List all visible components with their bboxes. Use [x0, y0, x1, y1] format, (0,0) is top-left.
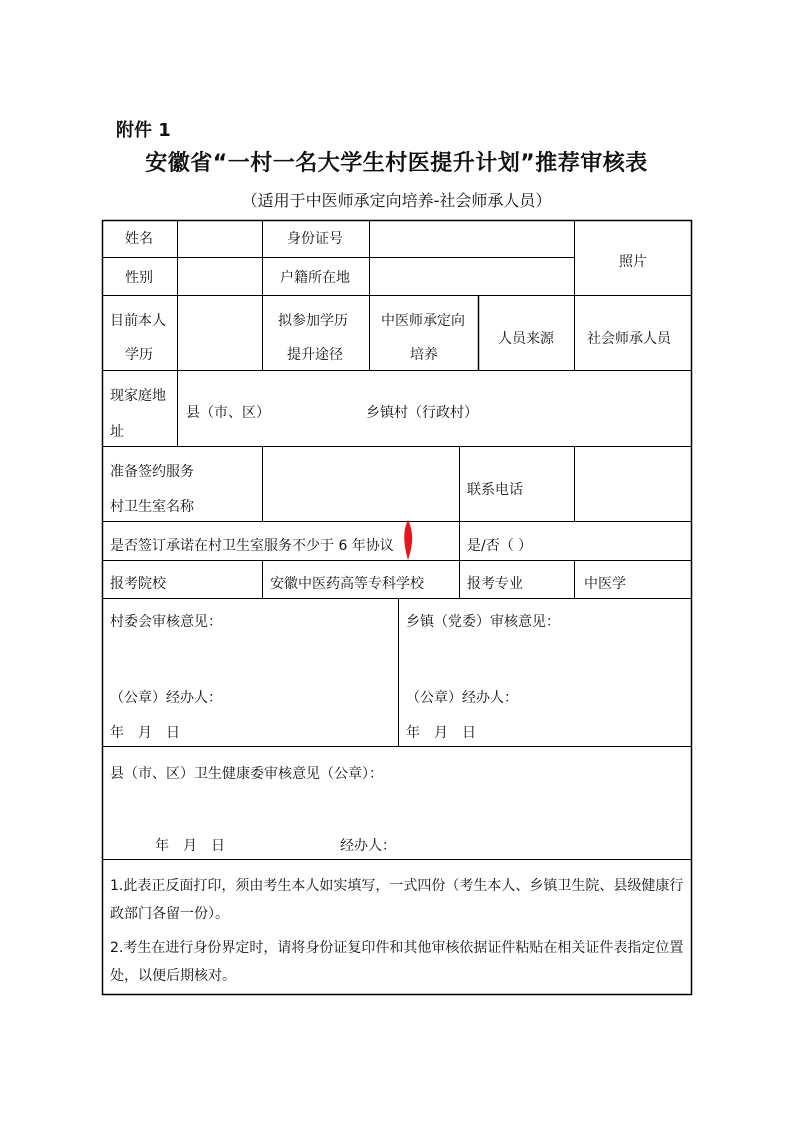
school-value: 安徽中医药高等专科学校: [270, 576, 424, 592]
phone-label: 联系电话: [467, 482, 523, 498]
gender-label: 性别: [125, 270, 153, 286]
source-value: 社会师承人员: [587, 331, 671, 347]
upgrade-path-label-line2: 提升途径: [287, 347, 343, 363]
form-title: 安徽省“一村一名大学生村医提升计划”推荐审核表: [145, 151, 648, 176]
agreement-answer: 是/否（ ）: [467, 538, 533, 554]
upgrade-path-label-line1: 拟参加学历: [278, 313, 348, 329]
hukou-label: 户籍所在地: [280, 270, 350, 286]
education-label-line1: 目前本人: [110, 313, 166, 329]
id-number-label: 身份证号: [287, 231, 343, 247]
address-label-line1: 现家庭地: [110, 388, 166, 404]
photo-label: 照片: [619, 254, 647, 270]
town-review-title: 乡镇（党委）审核意见：: [406, 614, 560, 630]
village-seal-handler: （公章）经办人：: [110, 690, 222, 706]
town-date: 年 月 日: [406, 725, 476, 741]
school-label: 报考院校: [110, 576, 166, 592]
form-subtitle: （适用于中医师承定向培养-社会师承人员）: [241, 191, 552, 210]
tcm-label-line1: 中医师承定向: [381, 313, 465, 329]
county-review-title: 县（市、区）卫生健康委审核意见（公章）：: [110, 766, 383, 782]
name-label: 姓名: [125, 231, 153, 247]
county-handler: 经办人：: [340, 838, 396, 854]
agreement-question: 是否签订承诺在村卫生室服务不少于 6 年协议: [110, 538, 394, 554]
county-date: 年 月 日: [155, 838, 225, 854]
major-value: 中医学: [584, 576, 626, 592]
source-label: 人员来源: [498, 331, 554, 347]
note-2: 2.考生在进行身份界定时，请将身份证复印件和其他审核依据证件粘贴在相关证件表指定位置处，以便后期核对。: [110, 940, 684, 984]
town-seal-handler: （公章）经办人：: [406, 690, 518, 706]
red-flag-marker: [401, 520, 415, 560]
note-1: 1.此表正反面打印，须由考生本人如实填写，一式四份（考生本人、乡镇卫生院、县级健康行政部门各留一份）。: [110, 878, 684, 922]
clinic-label-line1: 准备签约服务: [110, 464, 194, 480]
clinic-label-line2: 村卫生室名称: [110, 499, 194, 515]
address-county-text: 县（市、区）: [186, 405, 270, 421]
village-review-title: 村委会审核意见：: [110, 614, 222, 630]
tcm-label-line2: 培养: [410, 347, 438, 363]
village-date: 年 月 日: [110, 725, 180, 741]
attachment-label: 附件 1: [116, 120, 171, 141]
major-label: 报考专业: [467, 576, 523, 592]
education-label-line2: 学历: [125, 347, 153, 363]
address-label-line2: 址: [110, 424, 124, 440]
address-town-text: 乡镇村（行政村）: [366, 405, 478, 421]
